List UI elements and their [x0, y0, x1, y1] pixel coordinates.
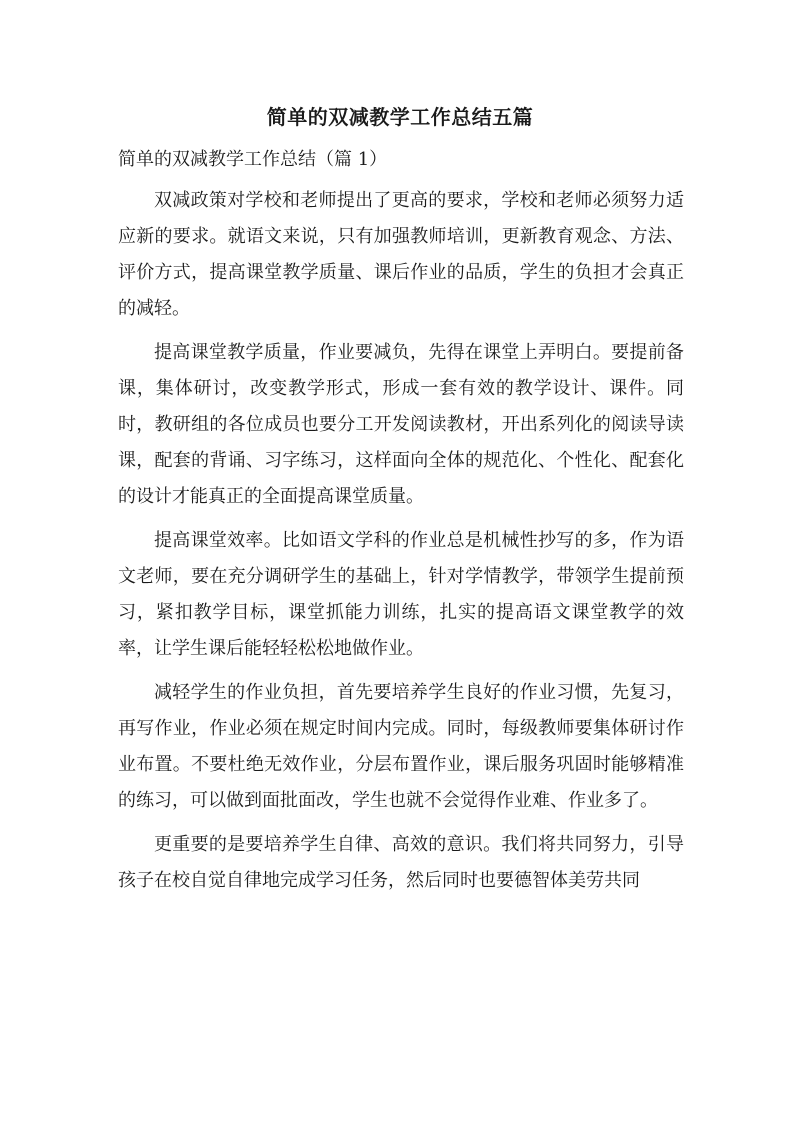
paragraph-5: 更重要的是要培养学生自律、高效的意识。我们将共同努力，引导孩子在校自觉自律地完成学习任务，然后同时也要德智体美劳共同	[118, 834, 684, 891]
paragraph-1: 双减政策对学校和老师提出了更高的要求，学校和老师必须努力适应新的要求。就语文来说，只有加强教师培训，更新教育观念、方法、评价方式，提高课堂教学质量、课后作业的品质，学生的负担才会真正的减轻。	[118, 190, 684, 319]
document-body	[118, 183, 684, 907]
paragraph-3: 提高课堂效率。比如语文学科的作业总是机械性抄写的多，作为语文老师，要在充分调研学生的基础上，针对学情教学，带领学生提前预习，紧扣教学目标，课堂抓能力训练，扎实的提高语文课堂教学的效率，让学生课后能轻轻松松地做作业。	[118, 530, 684, 659]
paragraph-4: 减轻学生的作业负担，首先要培养学生良好的作业习惯，先复习，再写作业，作业必须在规定时间内完成。同时，每级教师要集体研讨作业布置。不要杜绝无效作业，分层布置作业，课后服务巩固时能够精准的练习，可以做到面批面改，学生也就不会觉得作业难、作业多了。	[118, 682, 684, 811]
section-title: 简单的双减教学工作总结（篇 1）	[118, 149, 388, 170]
paragraph-2: 提高课堂教学质量，作业要减负，先得在课堂上弄明白。要提前备课，集体研讨，改变教学形式，形成一套有效的教学设计、课件。同时，教研组的各位成员也要分工开发阅读教材，开出系列化的阅读导读课，配套的背诵、习字练习，这样面向全体的规范化、个性化、配套化的设计才能真正的全面提高课堂质量。	[118, 342, 684, 507]
document-title: 简单的双减教学工作总结五篇	[266, 105, 534, 129]
